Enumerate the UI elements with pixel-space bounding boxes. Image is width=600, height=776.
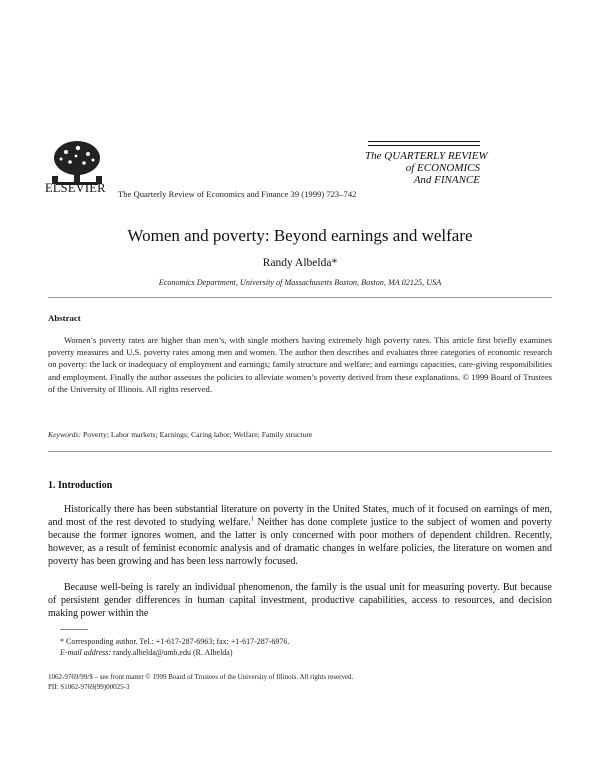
section-heading: 1. Introduction bbox=[48, 480, 113, 491]
keywords bbox=[48, 430, 552, 439]
footnote-rule bbox=[60, 629, 88, 630]
article-author: Randy Albelda* bbox=[262, 257, 338, 269]
journal-logo-rule-top bbox=[368, 141, 480, 142]
journal-logo bbox=[365, 150, 488, 186]
publisher-name: ELSEVIER bbox=[45, 181, 106, 195]
journal-logo-line: of ECONOMICS bbox=[405, 162, 480, 174]
email-label: E-mail address: bbox=[60, 648, 112, 657]
paragraph bbox=[48, 503, 552, 568]
keywords-label: Keywords: bbox=[48, 430, 82, 439]
abstract-heading: Abstract bbox=[48, 313, 81, 323]
article-title: Women and poverty: Beyond earnings and welfare bbox=[127, 226, 473, 245]
email-note bbox=[60, 648, 233, 657]
paragraph-text: Neither has done complete justice to the subject of women and poverty because the former ignores women, and the latter is only concerned with poor mothers of dependent children. Recently, however, as a result of feminist economic analysis and of dramatic changes in welfare policies, the literature on women and poverty has been growing and has been less narrowly focused. bbox=[48, 517, 552, 567]
journal-logo-rule-top-2 bbox=[368, 145, 480, 146]
journal-logo-line: The QUARTERLY REVIEW bbox=[365, 150, 488, 162]
email-value: randy.albelda@umb.edu (R. Albelda) bbox=[111, 648, 233, 657]
pii-line: PII: S1062-9769(99)00025-3 bbox=[48, 683, 130, 691]
front-matter-line: 1062-9769/99/$ – see front matter © 1999 Board of Trustees of the University of Illinois. All rights reserved. bbox=[48, 673, 354, 681]
footnote-marker: 1 bbox=[250, 515, 255, 523]
abstract-text: Women’s poverty rates are higher than men’s, with single mothers having extremely high poverty rates. This article first briefly examines poverty measures and U.S. poverty rates among men and women. The author then describes and evaluates three categories of economic research on poverty: the lack or inadequacy of employment and earnings; family structure and welfare; and earnings capacities, care-giving responsibilities and employment. Finally the author assesses the policies to alleviate women’s poverty derived from these explanations. © 1999 Board of Trustees of the University of Illinois. All rights reserved. bbox=[48, 335, 552, 394]
corresponding-author-note: * Corresponding author. Tel.: +1-617-287-6963; fax: +1-617-287-6976. bbox=[60, 637, 290, 646]
keywords-text: Poverty; Labor markets; Earnings; Caring labor; Welfare; Family structure bbox=[82, 430, 313, 439]
paragraph: Because well-being is rarely an individual phenomenon, the family is the usual unit for measuring poverty. But because of persistent gender differences in human capital investment, productive capabilities, access to resources, and decision making power within the bbox=[48, 582, 552, 619]
author-affiliation: Economics Department, University of Massachusetts Boston, Boston, MA 02125, USA bbox=[158, 278, 442, 287]
journal-logo-line: And FINANCE bbox=[413, 174, 480, 186]
divider bbox=[48, 451, 552, 452]
divider bbox=[48, 297, 552, 298]
paragraph-text: Historically there has been substantial literature on poverty in the United States, much of it focused on earnings of men, and most of the rest devoted to studying welfare. bbox=[48, 504, 552, 528]
journal-citation: The Quarterly Review of Economics and Finance 39 (1999) 723–742 bbox=[118, 189, 357, 199]
